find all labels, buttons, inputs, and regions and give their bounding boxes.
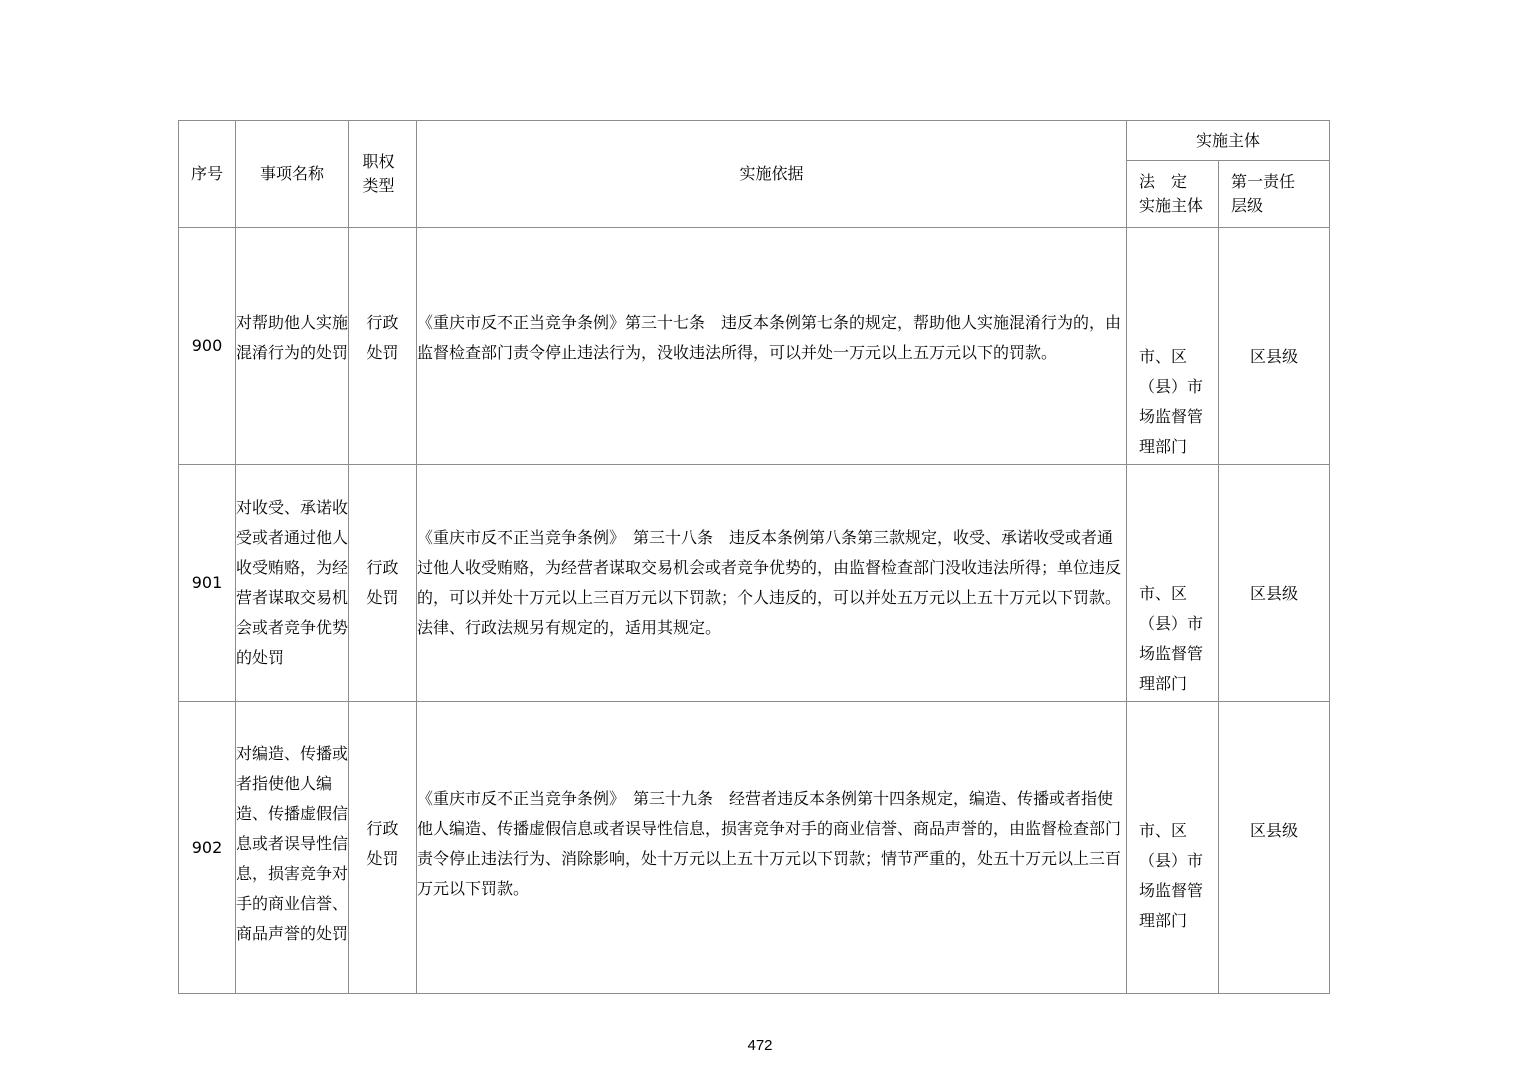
row-first-level xyxy=(1218,701,1330,994)
row-seq: 901 xyxy=(178,464,236,702)
row-basis xyxy=(416,227,1127,465)
row-first-level-text: 区县级 xyxy=(1249,347,1298,366)
row-legal-subject-text: 市、区（县）市场监督管理部门 xyxy=(1139,821,1204,930)
row-first-level xyxy=(1218,227,1330,465)
row-item-name xyxy=(235,227,349,465)
header-legal-subject: 法 定 实施主体 xyxy=(1126,160,1219,228)
row-legal-subject xyxy=(1126,701,1219,994)
row-first-level-text: 区县级 xyxy=(1249,821,1298,840)
row-basis-text: 《重庆市反不正当竞争条例》第三十七条 违反本条例第七条的规定，帮助他人实施混淆行为的，由监督检查部门责令停止违法行为，没收违法所得，可以并处一万元以上五万元以下的罚款。 xyxy=(417,313,1122,362)
row-legal-subject-text: 市、区（县）市场监督管理部门 xyxy=(1139,584,1204,693)
row-type: 行政 处罚 xyxy=(348,464,417,702)
row-legal-subject-text: 市、区（县）市场监督管理部门 xyxy=(1139,347,1204,456)
row-item-name-text: 对收受、承诺收受或者通过他人收受贿赂，为经营者谋取交易机会或者竞争优势的处罚 xyxy=(236,498,349,667)
row-item-name-text: 对帮助他人实施混淆行为的处罚 xyxy=(236,313,349,362)
row-basis-text: 《重庆市反不正当竞争条例》 第三十九条 经营者违反本条例第十四条规定，编造、传播或者指使他人编造、传播虚假信息或者误导性信息，损害竞争对手的商业信誉、商品声誉的，由监督检查部门责令停止违法行为、消除影响，处十万元以上五十万元以下罚款；情节严重的，处五十万元以上三百万元以下罚款。 xyxy=(417,788,1122,898)
row-seq: 900 xyxy=(178,227,236,465)
row-first-level-text: 区县级 xyxy=(1249,584,1298,603)
row-basis-text: 《重庆市反不正当竞争条例》 第三十八条 违反本条例第八条第三款规定，收受、承诺收受或者通过他人收受贿赂，为经营者谋取交易机会或者竞争优势的，由监督检查部门没收违法所得；单位违反的，可以并处十万元以上三百万元以下罚款；个人违反的，可以并处五万元以上五十万元以下罚款。法律、行政法规另有规定的，适用其规定。 xyxy=(417,528,1122,637)
header-basis: 实施依据 xyxy=(416,120,1127,228)
row-legal-subject xyxy=(1126,464,1219,702)
header-type: 职权 类型 xyxy=(348,120,417,228)
header-seq: 序号 xyxy=(178,120,236,228)
header-name: 事项名称 xyxy=(235,120,349,228)
row-basis xyxy=(416,701,1127,994)
page-number: 472 xyxy=(747,1037,773,1054)
header-subject-group: 实施主体 xyxy=(1126,120,1330,161)
row-item-name xyxy=(235,701,349,994)
row-basis xyxy=(416,464,1127,702)
row-item-name xyxy=(235,464,349,702)
row-seq: 902 xyxy=(178,701,236,994)
row-legal-subject xyxy=(1126,227,1219,465)
header-first-level: 第一责任 层级 xyxy=(1218,160,1330,228)
row-first-level xyxy=(1218,464,1330,702)
row-item-name-text: 对编造、传播或者指使他人编造、传播虚假信息或者误导性信息，损害竞争对手的商业信誉、商品声誉的处罚 xyxy=(236,743,349,943)
row-type: 行政 处罚 xyxy=(348,701,417,994)
row-type: 行政 处罚 xyxy=(348,227,417,465)
